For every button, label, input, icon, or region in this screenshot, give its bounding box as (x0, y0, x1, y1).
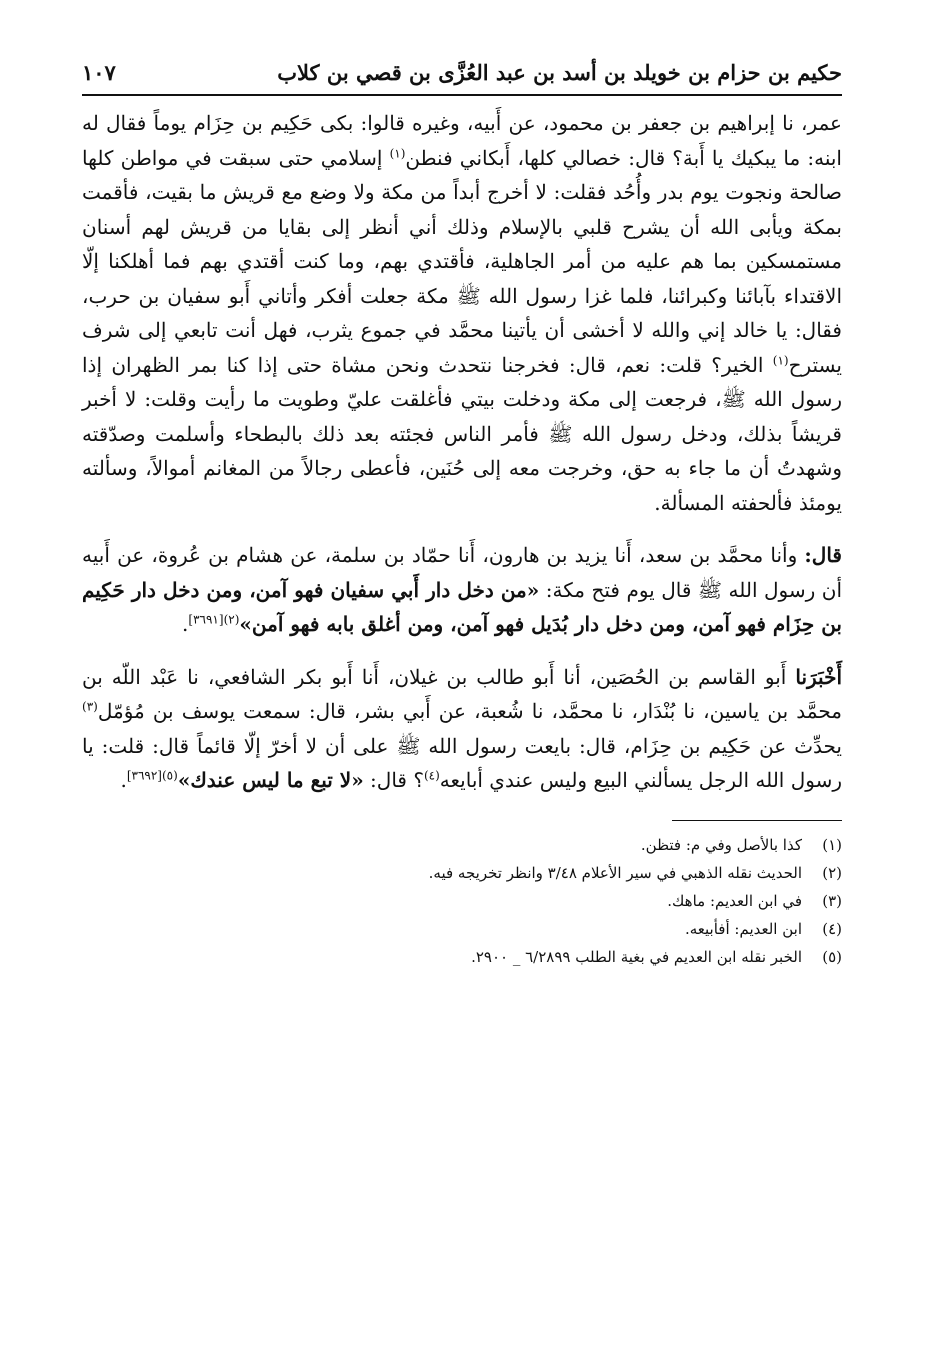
footnote (82, 943, 842, 971)
footnote-number: (١) (822, 835, 842, 854)
footnote-reference: (٢) (223, 612, 240, 627)
paragraph (82, 106, 842, 520)
footnote (82, 915, 842, 943)
footnote-reference: (١) (772, 352, 789, 367)
text-segment: . (182, 612, 189, 636)
paragraph (82, 660, 842, 798)
footnote-number: (٢) (822, 863, 842, 882)
footnote-divider (672, 820, 842, 821)
footnote-number: (٣) (822, 891, 842, 910)
footnote-reference: (٣) (82, 699, 98, 714)
text-segment: يحدِّث عن حَكِيم بن حِزَام، قال: بايعت رسول الله ﷺ على أن لا أخرّ إلّا قائماً قال: قلت: يا رسول الله الرجل يسألني البيع وليس عندي أبايعه (82, 733, 842, 792)
text-segment: ؟ قال: (363, 768, 424, 792)
book-page (82, 58, 842, 971)
text-segment: . (120, 768, 127, 792)
footnote-number: (٤) (822, 919, 842, 938)
footnote-reference: (١) (389, 145, 406, 160)
hadith-quote: «من دخل دار أَبي سفيان فهو آمن، ومن دخل دار حَكِيم بن حِزَام فهو آمن، ومن دخل دار بُدَيل فهو آمن، ومن أغلق بابه فهو آمن» (82, 577, 842, 636)
hadith-quote: «لا تبع ما ليس عندك» (177, 768, 364, 792)
page-number: ١٠٧ (82, 60, 116, 85)
footnote (82, 831, 842, 859)
body-text (82, 106, 842, 798)
footnote-text: الحديث نقله الذهبي في سير الأعلام ٣/٤٨ وانظر تخريجه فيه. (428, 863, 802, 882)
text-segment: الخير؟ قلت: نعم، قال: فخرجنا نتحدث ونحن مشاة حتى إذا كنا بمر الظهران إذا رسول الله ﷺ، فرجعت إلى مكة ودخلت بيتي فأغلقت عليّ وطويت ما رأيت وقلت: لا أخبر قريشاً بذلك، ودخل رسول الله ﷺ فأمر الناس فجئته بعد ذلك بالبطحاء وأسلمت وصدّقته وشهدتُ أن ما جاء به حق، وخرجت معه إلى حُنَين، فأعطى رجالاً من المغانم أموالاً، وسألته يومئذ فألحفته المسألة. (82, 352, 842, 515)
footnote-text: في ابن العديم: ماهك. (667, 891, 802, 910)
footnote-number: (٥) (822, 947, 842, 966)
footnote (82, 859, 842, 887)
footnote-reference: (٥) (161, 768, 178, 783)
footnote (82, 887, 842, 915)
text-segment: وأنا محمَّد بن سعد، أَنا يزيد بن هارون، أَنا حمّاد بن سلمة، عن هشام بن عُروة، عن أَبيه أن رسول الله ﷺ قال يوم فتح مكة: (82, 543, 842, 602)
paragraph (82, 538, 842, 642)
text-segment: إسلامي حتى سبقت في مواطن كلها صالحة ونجوت يوم بدر وأُحُد فقلت: لا أخرج أبداً من مكة ولا وضع مع قريش ما بقيت، فأقمت بمكة ويأبى الله أن يشرح قلبي بالإسلام وذلك أني أنظر إلى بقايا من قريش لهم أسنان مستمسكين بما هم عليه من أمر الجاهلية، فأقتدي بهم، وما كنت أقتدي بهم فما أهلكنا إلّا الاقتداء بآبائنا وكبرائنا، فلما غزا رسول الله ﷺ مكة جعلت أفكر وأتاني أَبو سفيان بن حرب، فقال: يا خالد إني والله لا أخشى أن يأتينا محمَّد في جموع يثرب، فهل أنت تابعي إلى شرف يسترح (82, 145, 842, 377)
footnote-text: الخبر نقله ابن العديم في بغية الطلب ٦/٢٨٩٩ _ ٢٩٠٠. (471, 947, 802, 966)
running-head (82, 58, 842, 96)
text-segment: أَبو القاسم بن الحُصَين، أنا أَبو طالب بن غيلان، أَنا أَبو بكر الشافعي، نا عَبْد اللّه بن محمَّد بن ياسين، نا بُنْدَار، نا محمَّد، نا شُعبة، عن أَبي بشر، قال: سمعت يوسف بن مُؤمّل (82, 664, 842, 723)
footnote-text: ابن العديم: أفأبيعه. (684, 919, 802, 938)
paragraph-lead-word: أَخْبَرَنا (795, 664, 842, 689)
text-segment: عمر، نا إبراهيم بن جعفر بن محمود، عن أَبيه، وغيره قالوا: بكى حَكِيم بن حِزَام يوماً فقال له ابنه: ما يبكيك يا أَبة؟ قال: خصالي كلها، أَبكاني فنطن (82, 111, 842, 170)
footnote-reference: (٤) (423, 768, 440, 783)
paragraph-lead-word: قال: (804, 543, 842, 567)
footnote-text: كذا بالأصل وفي م: فتظن. (640, 835, 802, 854)
running-head-title: حكيم بن حزام بن خويلد بن أسد بن عبد العُزَّى بن قصي بن كلاب (277, 60, 842, 85)
footnote-reference: [٣٦٩١] (188, 612, 224, 627)
footnotes (82, 831, 842, 971)
footnote-reference: [٣٦٩٢] (126, 768, 162, 783)
